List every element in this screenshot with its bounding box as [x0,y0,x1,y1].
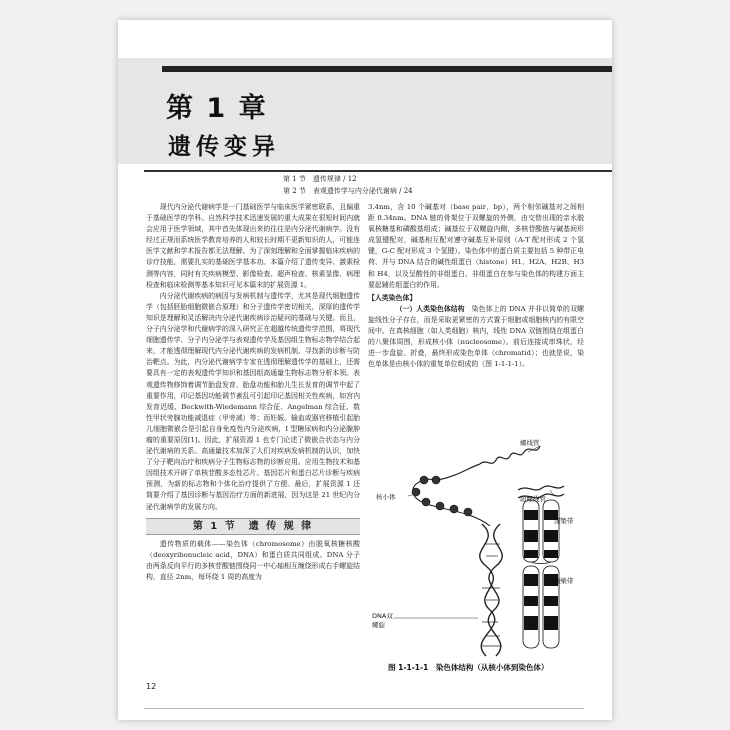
toc-item-1[interactable]: 第 1 节 遗传规律 / 12 [283,175,357,183]
right-paragraph-2: 染色体上的 DNA 并非以简单的双螺旋线性分子存在，而是采取更紧密的方式置于细胞或细胞核内的有限空间中。在真核细胞（如人类细胞）核内，线性 DNA 双链围绕在组蛋白的八聚体周围，形成核小体（nucleosome）。前后连接成串珠状，经进一步盘旋、折叠，最终形成染色单体（chromatid）；也就是说，染色单体是由核小体的重复单位组成的（图 1-1-1-1）。 [368,304,584,369]
intro-paragraph-2: 内分泌代谢疾病的病因与发病机制与遗传学，尤其是现代细胞遗传学（包括胚胎细胞微嵌合原理）和分子遗传学密切相关，深厚的遗传学知识是理解和灵活解决内分泌代谢疾病诊治疑问的基础与关键。而且，分子内分泌学和代谢病学的深入研究正在超越传统遗传学范围，将现代细胞遗传学、分子内分泌学与表观遗传学及基因组生物标志物学结合起来，才能透彻理解现代内分泌代谢疾病的发病机制，寻找新的诊断与防治靶点。为此，内分泌代谢病学专家在透彻理解遗传学的基础上，还需要具有一定的表观遗传学知识和基因组高通量生物标志物分析本领。表观遗传物修饰着调节胎盘发育、胎盘功能和胎儿生长发育的调节中起了重要作用，印记基因功能调节紊乱可引起印记基因相关性疾病，如宫内发育迟缓、Beckwith-Wiedemann 综合征、Angelman 综合征、数性甲状旁腺功能减退症（甲旁减）等；而妊娠、输血或器官移植引起胎儿细胞微嵌合是引起自身免疫性内分泌疾病，I 型糖尿病和内分泌腺肿瘤的重要原因[1]。因此，扩展资源 1 也专门论述了微嵌合状态与内分泌代谢病的关系。高通量技术加深了人们对疾病发病机制的认识，加快了分子靶向治疗和疾病分子生物标志物的诊断应用。应用生物技术和基因组技术开辟了单核苷酸多态性芯片、基因芯片和蛋白芯片诊断与疾病预测，为新的标志物和个体化治疗提供了方便。最后，扩展资源 1 还简要介绍了基因诊断与基因治疗方面的新进展，因为这是 21 世纪内分泌代谢病学的发展方向。 [146,291,360,511]
subsection-tag: 【人类染色体】 [368,293,417,302]
chapter-header-bar [162,66,612,72]
intro-paragraph-1: 现代内分泌代谢病学是一门基础医学与临床医学紧密联系，且偏重于基础医学的学科。自然科学技术迅速发展的重大成果在很短时间内就会应用于医学领域，其中首先体现出来的往往是内分泌代谢病学。没有经过正规而系统医学教育培养的人和较长时期不更新知识的人，可能连医学文献和学术报告都无法理解。为了深刻理解和全面掌握临床疾病的诊疗技能，需要扎实的基础医学基本功。本篇介绍了遗传变异、激素检测等内容，同时有关疾病模型、影像检查、超声检查、核素显像、病理检查和临床检测等基本知识可见本篇末的扩展资源 1。 [146,203,360,289]
chapter-number: 第 1 章 [166,93,268,124]
chapter-divider [144,170,612,172]
right-paragraph-1: 3.4nm，含 10 个碱基对（base pair，bp），两个相邻碱基对之间相距 0.34nm。DNA 链的骨架位于双螺旋的外侧，由交替出现的亲水脱氧核糖基和磷酸基组成；碱基位于双螺旋内侧，多核苷酸链与碱基间形成氢键配对，碱基相互配对遵守碱基互补原则（A-T 配对形成 2 个氢键，G-C 配对形成 3 个氢键）。染色体中的蛋白质主要包括 5 种带正电荷、并与 DNA 结合的碱性组蛋白（histone）H1、H2A、H2B、H3 和 H4，以及呈酸性的非组蛋白。非组蛋白在参与染色体的构建方面主要起辅佐组蛋白的作用。 [368,203,584,289]
chapter-title: 遗传变异 [168,134,280,160]
dna-helix-drawing [480,524,503,656]
subsection-title: （一）人类染色体结构 [395,304,465,313]
label-nucleosome: 核小体 [376,493,396,501]
left-column [146,202,360,583]
label-spiral-tube: 螺线管 [520,439,540,447]
figure-caption: 图 1-1-1-1 染色体结构（从核小体到染色体） [388,663,549,672]
book-page [118,20,612,720]
nucleosome-string-drawing [412,476,490,526]
bottom-rule [144,708,584,709]
section-heading: 第 1 节 遗 传 规 律 [192,520,314,532]
chromosome-diagram-svg [368,438,584,663]
page-number: 12 [146,682,157,691]
solenoid-fiber-drawing [438,446,540,480]
chromosome-figure [368,438,584,663]
chapter-header [118,58,612,164]
section-paragraph-1: 遗传物质的载体——染色体（chromosome）由脱氧核糖核酸（deoxyribonucleic acid，DNA）和蛋白质共同组成。DNA 分子由两条反向平行的多核苷酸链围绕同一中心轴相互缠绕形成右手螺旋结构，直径 2nm，每环绕 1 周的高度为 [146,539,360,581]
toc-item-2[interactable]: 第 2 节 表观遗传学与内分泌代谢病 / 24 [283,187,413,195]
label-dna-helix: DNA双螺旋 [372,612,393,629]
label-super-spiral: 超螺线管 [520,495,546,503]
label-light-band: 浅染带 [554,577,574,585]
chapter-toc [283,173,413,197]
label-dark-band: 深染带 [554,517,574,525]
section-heading-box [146,518,360,535]
right-column [368,202,584,370]
